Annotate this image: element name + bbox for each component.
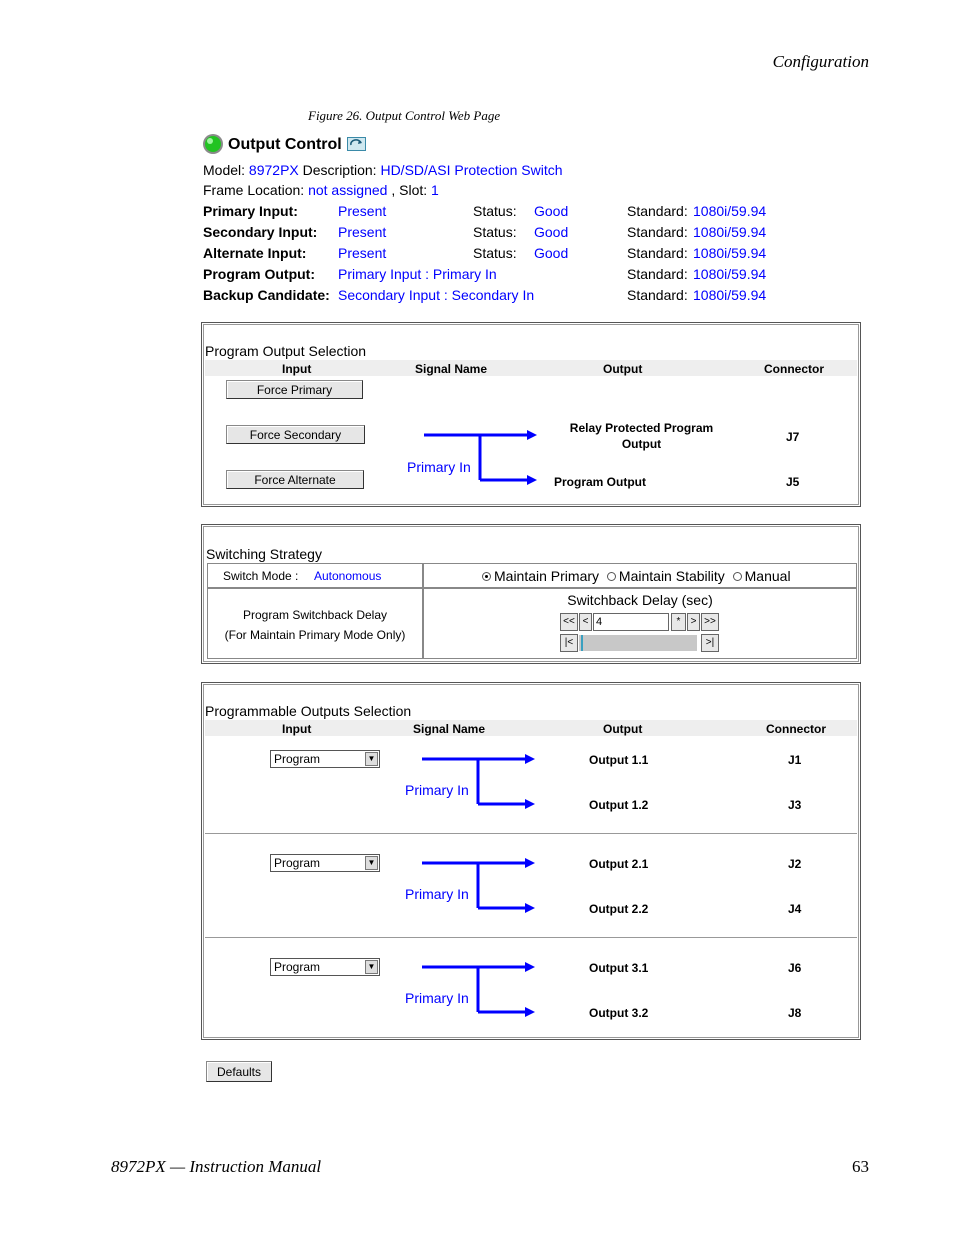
output-label: Output 2.1 <box>589 857 649 871</box>
model-label: Model: <box>203 162 246 178</box>
slot-label: , Slot: <box>391 182 428 198</box>
delay-first-button[interactable]: << <box>560 613 578 631</box>
standard-value: 1080i/59.94 <box>693 266 767 282</box>
force-alternate-button[interactable]: Force Alternate <box>226 470 364 489</box>
switch-mode-label: Switch Mode : <box>223 569 299 583</box>
standard-label: Standard: <box>627 203 688 219</box>
col-output: Output <box>603 362 643 376</box>
group-divider <box>205 833 857 834</box>
input-select[interactable] <box>270 958 380 976</box>
status-value: Good <box>534 203 569 219</box>
input-select-value: Program <box>274 960 321 974</box>
signal-split-arrow <box>424 425 539 485</box>
slot-value: 1 <box>431 182 439 198</box>
status-row <box>0 266 954 286</box>
running-header: Configuration <box>772 52 869 71</box>
chevron-down-icon: ▼ <box>365 752 378 766</box>
signal-split-arrow <box>422 857 537 913</box>
input-select[interactable] <box>270 750 380 768</box>
radio-maintain-primary[interactable]: Maintain Primary <box>482 568 599 584</box>
status-row-label: Program Output: <box>203 266 315 282</box>
signal-name: Primary In <box>405 782 469 798</box>
program-output-panel <box>201 322 861 507</box>
col-connector: Connector <box>766 722 826 736</box>
switching-strategy-title: Switching Strategy <box>206 546 322 562</box>
output-label: Output 3.2 <box>589 1006 649 1020</box>
delay-next-button[interactable]: > <box>687 613 700 631</box>
status-row-label: Backup Candidate: <box>203 287 330 303</box>
delay-slider-track[interactable] <box>579 635 697 651</box>
standard-label: Standard: <box>627 224 688 240</box>
standard-value: 1080i/59.94 <box>693 245 767 261</box>
radio-maintain-stability[interactable]: Maintain Stability <box>607 568 725 584</box>
standard-label: Standard: <box>627 245 688 261</box>
input-select-value: Program <box>274 856 321 870</box>
signal-split-arrow <box>422 753 537 809</box>
delay-label-cell <box>207 588 423 659</box>
status-row-value: Primary Input : Primary In <box>338 266 497 282</box>
slider-max-button[interactable]: >| <box>701 634 719 652</box>
refresh-icon[interactable] <box>347 137 366 151</box>
force-primary-button[interactable]: Force Primary <box>226 380 363 399</box>
connector-label: J8 <box>788 1006 802 1020</box>
page-number: 63 <box>852 1157 869 1176</box>
signal-name: Primary In <box>405 886 469 902</box>
standard-value: 1080i/59.94 <box>693 203 767 219</box>
frame-value[interactable]: not assigned <box>308 182 388 198</box>
description-value: HD/SD/ASI Protection Switch <box>380 162 563 178</box>
status-row-value: Present <box>338 245 387 261</box>
status-row <box>0 224 954 244</box>
delay-slider-thumb[interactable] <box>581 635 583 651</box>
switch-mode-cell <box>207 563 423 588</box>
output-label: Output 3.1 <box>589 961 649 975</box>
connector-label: J6 <box>788 961 802 975</box>
standard-value: 1080i/59.94 <box>693 287 767 303</box>
programmable-outputs-title: Programmable Outputs Selection <box>205 703 412 719</box>
signal-split-arrow <box>422 961 537 1017</box>
status-row-value: Present <box>338 203 387 219</box>
standard-label: Standard: <box>627 287 688 303</box>
page-title: Output Control <box>228 136 342 153</box>
col-signal-name: Signal Name <box>413 722 486 736</box>
signal-name: Primary In <box>407 459 471 475</box>
output-label: Output 2.2 <box>589 902 649 916</box>
group-divider <box>205 937 857 938</box>
col-signal-name: Signal Name <box>415 362 488 376</box>
status-row-value: Secondary Input : Secondary In <box>338 287 535 303</box>
standard-value: 1080i/59.94 <box>693 224 767 240</box>
slider-min-button[interactable]: |< <box>560 634 578 652</box>
delay-value-input[interactable] <box>593 613 669 631</box>
status-row <box>0 287 954 307</box>
status-label: Status: <box>473 245 517 261</box>
status-label: Status: <box>473 203 517 219</box>
col-input: Input <box>282 362 312 376</box>
connector-j5: J5 <box>786 475 800 489</box>
switchback-delay-title: Switchback Delay (sec) <box>567 592 713 608</box>
input-select[interactable] <box>270 854 380 872</box>
radio-manual[interactable]: Manual <box>733 568 791 584</box>
connector-label: J3 <box>788 798 802 812</box>
model-value: 8972PX <box>248 162 299 178</box>
output-group <box>202 955 858 1055</box>
status-label: Status: <box>473 224 517 240</box>
status-value: Good <box>534 224 569 240</box>
programmable-outputs-panel <box>201 682 861 1040</box>
status-led-icon <box>201 132 225 156</box>
switch-mode-radio-group <box>423 563 857 588</box>
radio-selected-icon <box>482 572 491 581</box>
frame-line <box>203 182 439 198</box>
frame-label: Frame Location: <box>203 182 305 198</box>
status-row-label: Alternate Input: <box>203 245 307 261</box>
switch-mode-value: Autonomous <box>314 569 382 583</box>
status-row <box>0 203 954 223</box>
status-row-value: Present <box>338 224 387 240</box>
chevron-down-icon: ▼ <box>365 960 378 974</box>
signal-name: Primary In <box>405 990 469 1006</box>
switching-strategy-panel <box>201 524 861 664</box>
status-row <box>0 245 954 265</box>
input-select-value: Program <box>274 752 321 766</box>
output-label: Output 1.1 <box>589 753 649 767</box>
standard-label: Standard: <box>627 266 688 282</box>
output-program: Program Output <box>554 475 646 489</box>
defaults-button[interactable]: Defaults <box>206 1061 272 1082</box>
force-secondary-button[interactable]: Force Secondary <box>226 425 365 444</box>
status-row-label: Primary Input: <box>203 203 298 219</box>
footer-manual-title: 8972PX — Instruction Manual <box>111 1157 322 1176</box>
figure-caption: Figure 26. Output Control Web Page <box>308 108 501 123</box>
radio-row <box>482 568 791 584</box>
delay-last-button[interactable]: >> <box>701 613 719 631</box>
radio-empty-icon <box>733 572 742 581</box>
col-input: Input <box>282 722 312 736</box>
delay-star-button[interactable]: * <box>671 613 686 631</box>
connector-label: J4 <box>788 902 802 916</box>
status-value: Good <box>534 245 569 261</box>
delay-prev-button[interactable]: < <box>579 613 592 631</box>
connector-label: J2 <box>788 857 802 871</box>
status-row-label: Secondary Input: <box>203 224 318 240</box>
col-output: Output <box>603 722 643 736</box>
radio-empty-icon <box>607 572 616 581</box>
description-label: Description: <box>302 162 377 178</box>
chevron-down-icon: ▼ <box>365 856 378 870</box>
model-line <box>203 162 563 178</box>
delay-sublabel: (For Maintain Primary Mode Only) <box>224 628 406 642</box>
delay-control-cell <box>423 588 857 659</box>
output-relay-protected: Relay Protected Program Output <box>569 421 714 451</box>
connector-label: J1 <box>788 753 802 767</box>
program-output-title: Program Output Selection <box>205 343 367 359</box>
output-label: Output 1.2 <box>589 798 649 812</box>
col-connector: Connector <box>764 362 824 376</box>
output-group <box>202 747 858 847</box>
output-group <box>202 851 858 951</box>
delay-label: Program Switchback Delay <box>242 608 388 622</box>
connector-j7: J7 <box>786 430 800 444</box>
